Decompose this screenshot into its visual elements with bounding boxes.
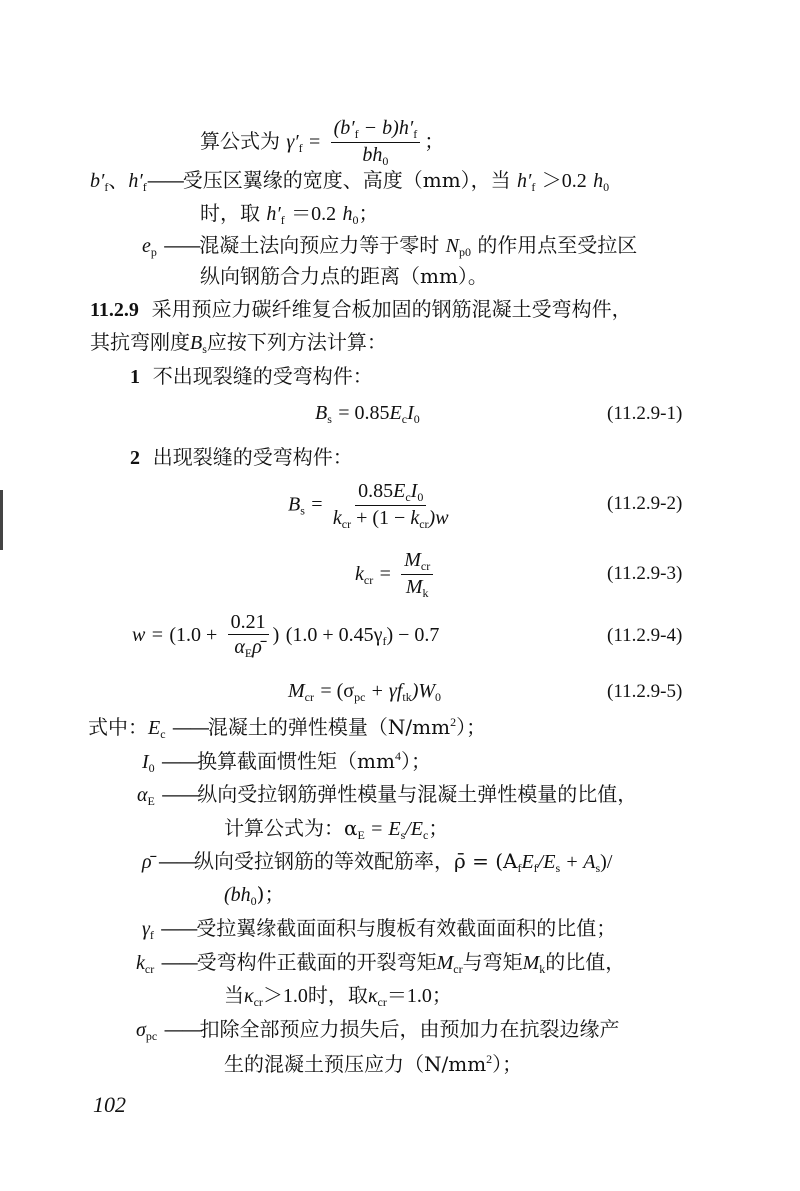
equation-11-2-9-2: $B_s$ = $\frac{0.85E_cI_0}{k_{cr} + (1 - k_{cr})w}$ — [288, 480, 449, 531]
where-kcr-line2: 当$\kappa_{cr}>1.0$时，取$\kappa_{cr}=1.0$； — [224, 983, 452, 1009]
where-rho-line2: $(bh_0)$； — [224, 882, 285, 908]
equation-11-2-9-3: $k_{cr}$ = $\frac{M_{cr}}{M_k}$ — [355, 550, 437, 599]
equation-number: (11.2.9-1) — [607, 403, 683, 424]
equation-number: (11.2.9-3) — [607, 563, 683, 584]
scan-edge-mark — [0, 490, 3, 550]
page-number: 102 — [93, 1092, 126, 1117]
where-alphaE: $\alpha_E$ ——纵向受拉钢筋弹性模量与混凝土弹性模量的比值， — [137, 782, 638, 808]
definition-bf-hf-line2: 时，取 $h'_f =0.2$ $h_0$； — [200, 201, 379, 227]
where-alphaE-line2: 计算公式为：$\alpha_E = E_s/E_c$； — [224, 816, 449, 842]
equation-11-2-9-1: $B_s = 0.85E_cI_0$ — [315, 402, 420, 426]
formula-gamma-f-prime: 算公式为 $\gamma'_f$ = $\frac{(b'_f - b)h'_f}{bh_0}$ ； — [200, 117, 445, 168]
where-rho: ρ̄ ——纵向受拉钢筋的等效配筋率，ρ̄ = $(A_fE_f/E_s + A_s)/$ — [142, 849, 613, 875]
equation-number: (11.2.9-5) — [607, 681, 683, 702]
equation-number: (11.2.9-4) — [607, 625, 683, 646]
where-kcr: $k_{cr}$ ——受弯构件正截面的开裂弯矩$M_{cr}$与弯矩$M_k$的比值， — [136, 950, 626, 976]
definition-ep: $e_p$ ——混凝土法向预应力等于零时 $N_{p0}$ 的作用点至受拉区 — [142, 233, 638, 259]
definition-ep-line2: 纵向钢筋合力点的距离（mm）。 — [200, 264, 488, 288]
clause-11-2-9-line2: 其抗弯刚度$B_s$应按下列方法计算： — [90, 330, 387, 356]
equation-number: (11.2.9-2) — [607, 493, 683, 514]
clause-11-2-9: 11.2.9 采用预应力碳纤维复合板加固的钢筋混凝土受弯构件， — [90, 297, 632, 321]
where-sigma-pc: $\sigma_{pc}$ ——扣除全部预应力损失后，由预加力在抗裂边缘产 — [136, 1017, 620, 1043]
equation-11-2-9-5: $M_{cr} = (\sigma_{pc} + \gamma f_{tk})W_0$ — [288, 680, 442, 704]
where-Ec: 式中：$E_c$ ——混凝土的弹性模量$(N/mm^2)$； — [88, 715, 487, 741]
equation-11-2-9-4: w = (1.0 + $\frac{0.21}{\alpha_E\rhō}$ ) $(1.0 + 0.45\gamma_f) - 0.7$ — [132, 611, 440, 660]
where-sigma-pc-line2: 生的混凝土预压应力$(N/mm^2)$； — [224, 1052, 523, 1076]
item-1: 1 不出现裂缝的受弯构件： — [130, 364, 373, 388]
where-I0: $I_0$ ——换算截面惯性矩$(mm^4)$； — [142, 749, 431, 775]
definition-bf-hf: $b'_f$、$h'_f——$受压区翼缘的宽度、高度（mm），当 $h'_f >0.2$ $h_0$ — [90, 168, 610, 194]
where-gamma-f: $\gamma_f$ ——受拉翼缘截面面积与腹板有效截面面积的比值； — [142, 916, 617, 942]
item-2: 2 出现裂缝的受弯构件： — [130, 445, 353, 469]
